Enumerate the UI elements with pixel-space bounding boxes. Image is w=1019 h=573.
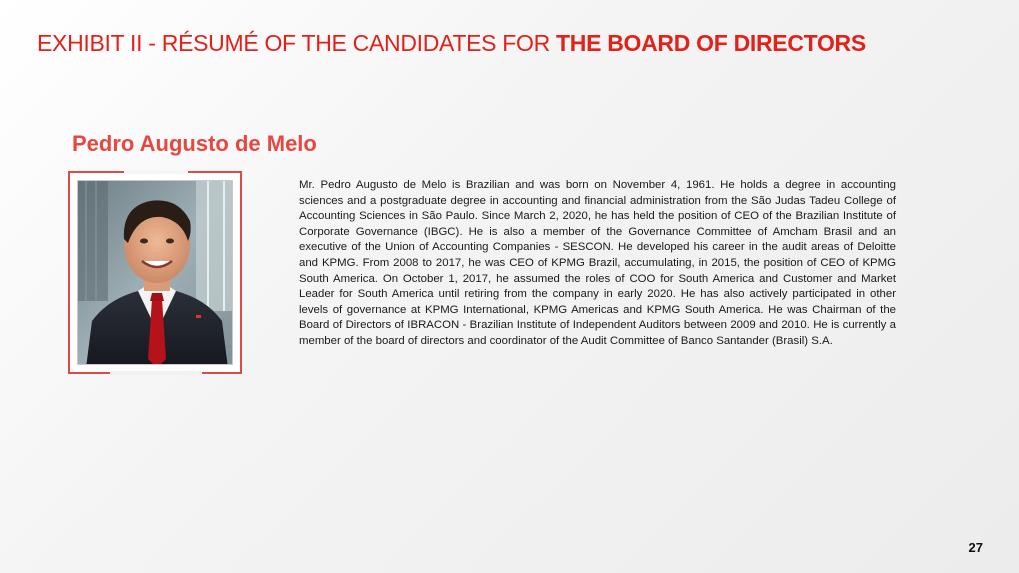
page-title-prefix: EXHIBIT II - RÉSUMÉ OF THE CANDIDATES FOR <box>37 30 557 56</box>
page-number: 27 <box>968 540 983 555</box>
candidate-photo <box>77 180 233 365</box>
candidate-bio: Mr. Pedro Augusto de Melo is Brazilian and was born on November 4, 1961. He holds a degree in accounting sciences and a postgraduate degree in accounting and financial administration from the São Judas Tadeu College of Accounting Sciences in São Paulo. Since March 2, 2020, he has held the position of CEO of the Brazilian Institute of Corporate Governance (IBGC). He is also a member of the Governance Committee of Amcham Brasil and an executive of the Union of Accounting Companies - SESCON. He developed his career in the audit areas of Deloitte and KPMG. From 2008 to 2017, he was CEO of KPMG Brazil, accumulating, in 2015, the position of CEO of KPMG South America. On October 1, 2017, he assumed the roles of COO for South America and Customer and Market Leader for South America until retiring from the company in early 2020. He has also actively participated in other levels of governance at KPMG International, KPMG Americas and KPMG South America. He was Chairman of the Board of Directors of IBRACON - Brazilian Institute of Independent Auditors between 2009 and 2010. He is currently a member of the board of directors and coordinator of the Audit Committee of Banco Santander (Brasil) S.A. <box>299 179 896 347</box>
candidate-name: Pedro Augusto de Melo <box>72 131 317 156</box>
candidate-portrait-image <box>78 181 233 365</box>
page-title <box>37 30 866 57</box>
candidate-photo-frame <box>68 171 242 374</box>
frame-gap-bottom <box>110 371 202 375</box>
page-title-bold: THE BOARD OF DIRECTORS <box>556 30 866 56</box>
frame-gap-top <box>124 170 188 174</box>
